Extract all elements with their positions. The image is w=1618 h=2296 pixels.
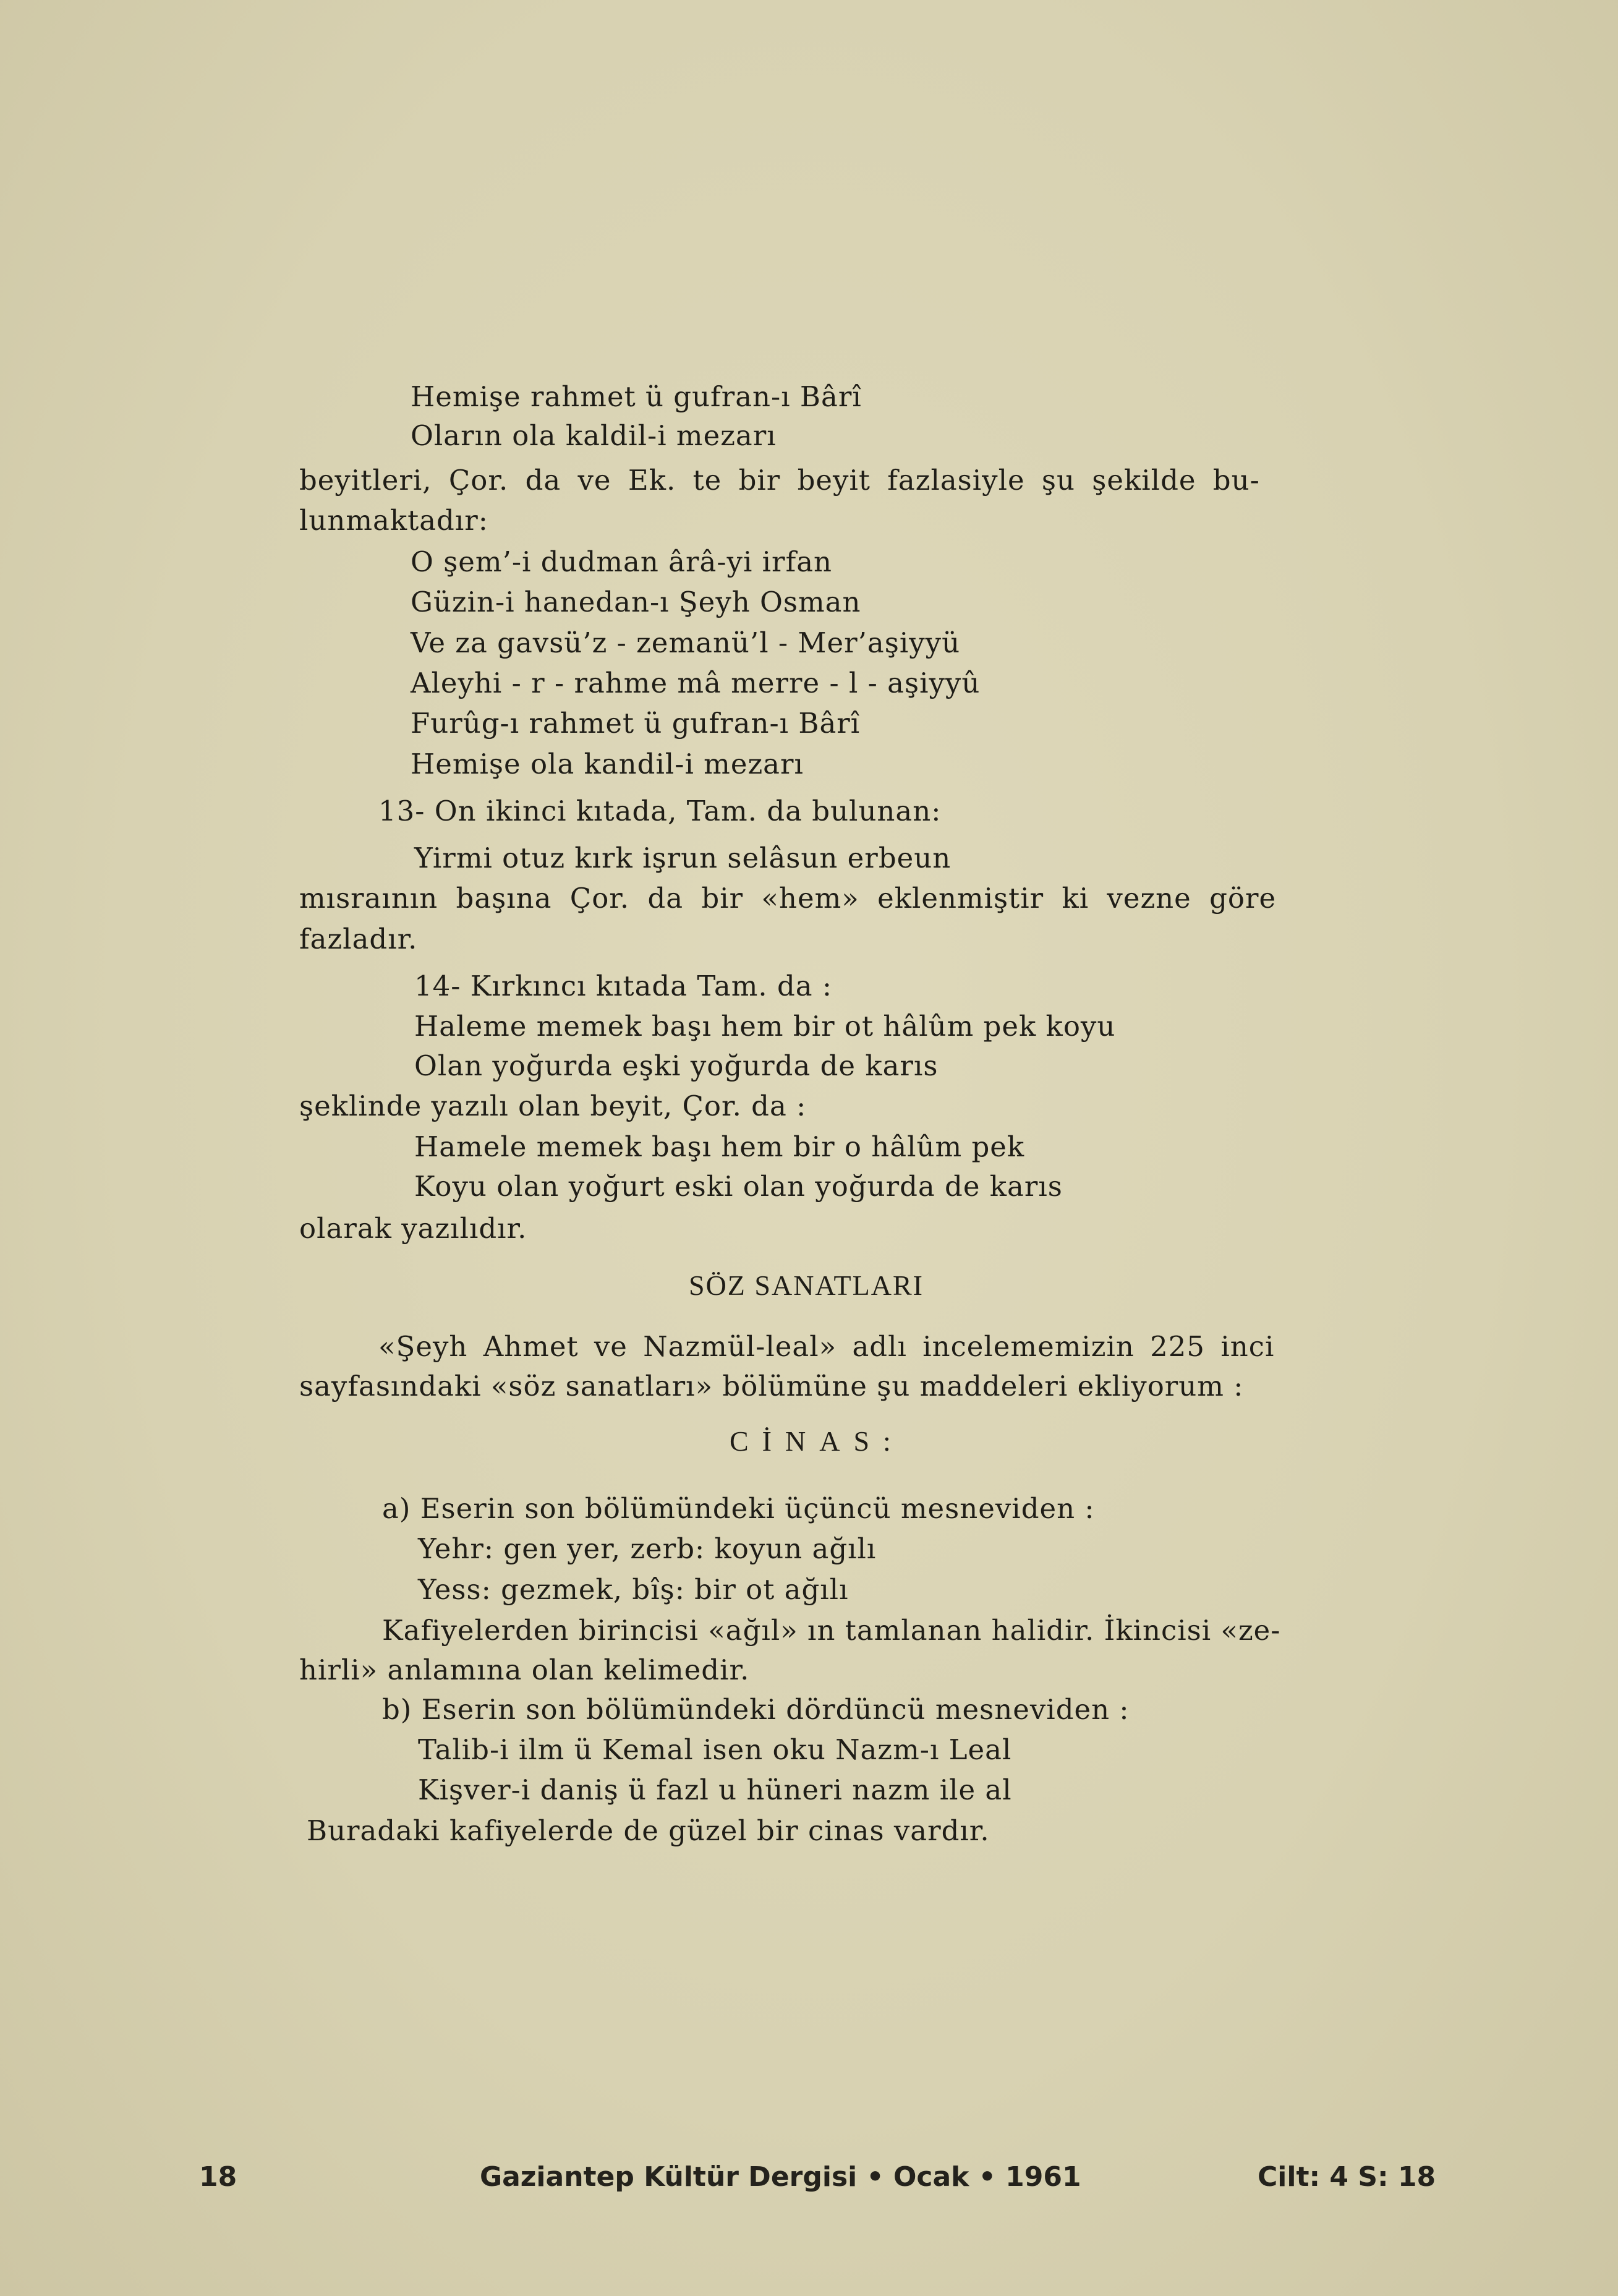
- footer-publication: Gaziantep Kültür Dergisi • Ocak • 1961: [480, 2161, 1081, 2193]
- body-line: «Şeyh Ahmet ve Nazmül-leal» adlı incelememizin 225 inci: [378, 1330, 1275, 1363]
- verse-line: Hemişe rahmet ü gufran-ı Bârî: [411, 380, 862, 413]
- verse-line: Yess: gezmek, bîş: bir ot ağılı: [418, 1573, 849, 1606]
- footer-volume: Cilt: 4 S: 18: [1258, 2161, 1436, 2193]
- verse-line: Hemişe ola kandil-i mezarı: [411, 748, 804, 780]
- verse-line: Talib-i ilm ü Kemal isen oku Nazm-ı Leal: [418, 1733, 1012, 1766]
- verse-line: Güzin-i hanedan-ı Şeyh Osman: [411, 586, 861, 618]
- body-line: fazladır.: [299, 923, 418, 955]
- item-heading-b: b) Eserin son bölümündeki dördüncü mesneviden :: [382, 1693, 1130, 1726]
- verse-line: Furûg-ı rahmet ü gufran-ı Bârî: [411, 707, 861, 740]
- verse-line: Ve za gavsü’z - zemanü’l - Mer’aşiyyü: [411, 626, 961, 659]
- body-line: beyitleri, Çor. da ve Ek. te bir beyit fazlasiyle şu şekilde bu-: [299, 464, 1260, 497]
- body-line: mısraının başına Çor. da bir «hem» eklenmiştir ki vezne göre: [299, 882, 1277, 915]
- verse-line: Haleme memek başı hem bir ot hâlûm pek koyu: [414, 1010, 1116, 1043]
- item-heading-13: 13- On ikinci kıtada, Tam. da bulunan:: [378, 795, 942, 827]
- body-line: olarak yazılıdır.: [299, 1212, 527, 1245]
- body-line: Buradaki kafiyelerde de güzel bir cinas vardır.: [307, 1814, 990, 1847]
- verse-line: Koyu olan yoğurt eski olan yoğurda de karıs: [414, 1170, 1063, 1203]
- item-heading-14: 14- Kırkıncı kıtada Tam. da :: [414, 970, 833, 1002]
- section-heading-soz-sanatlari: SÖZ SANATLARI: [689, 1270, 924, 1301]
- footer-page-number: 18: [199, 2161, 237, 2193]
- verse-line: Kişver-i daniş ü fazl u hüneri nazm ile al: [418, 1773, 1012, 1806]
- body-line: sayfasındaki «söz sanatları» bölümüne şu maddeleri ekliyorum :: [299, 1370, 1244, 1402]
- verse-line: Yirmi otuz kırk işrun selâsun erbeun: [414, 842, 952, 874]
- verse-line: Olan yoğurda eşki yoğurda de karıs: [414, 1049, 939, 1082]
- section-heading-cinas: CİNAS:: [730, 1425, 905, 1457]
- item-heading-a: a) Eserin son bölümündeki üçüncü mesneviden :: [382, 1492, 1095, 1525]
- body-line: hirli» anlamına olan kelimedir.: [299, 1654, 750, 1686]
- body-line: şeklinde yazılı olan beyit, Çor. da :: [299, 1090, 807, 1122]
- verse-line: Aleyhi - r - rahme mâ merre - l - aşiyyû: [411, 667, 981, 699]
- body-line: Kafiyelerden birincisi «ağıl» ın tamlanan halidir. İkincisi «ze-: [382, 1614, 1281, 1647]
- verse-line: Yehr: gen yer, zerb: koyun ağılı: [418, 1532, 877, 1565]
- body-line: lunmaktadır:: [299, 504, 488, 537]
- verse-line: Hamele memek başı hem bir o hâlûm pek: [414, 1130, 1025, 1163]
- verse-line: O şem’-i dudman ârâ-yi irfan: [411, 545, 833, 578]
- verse-line: Oların ola kaldil-i mezarı: [411, 419, 777, 452]
